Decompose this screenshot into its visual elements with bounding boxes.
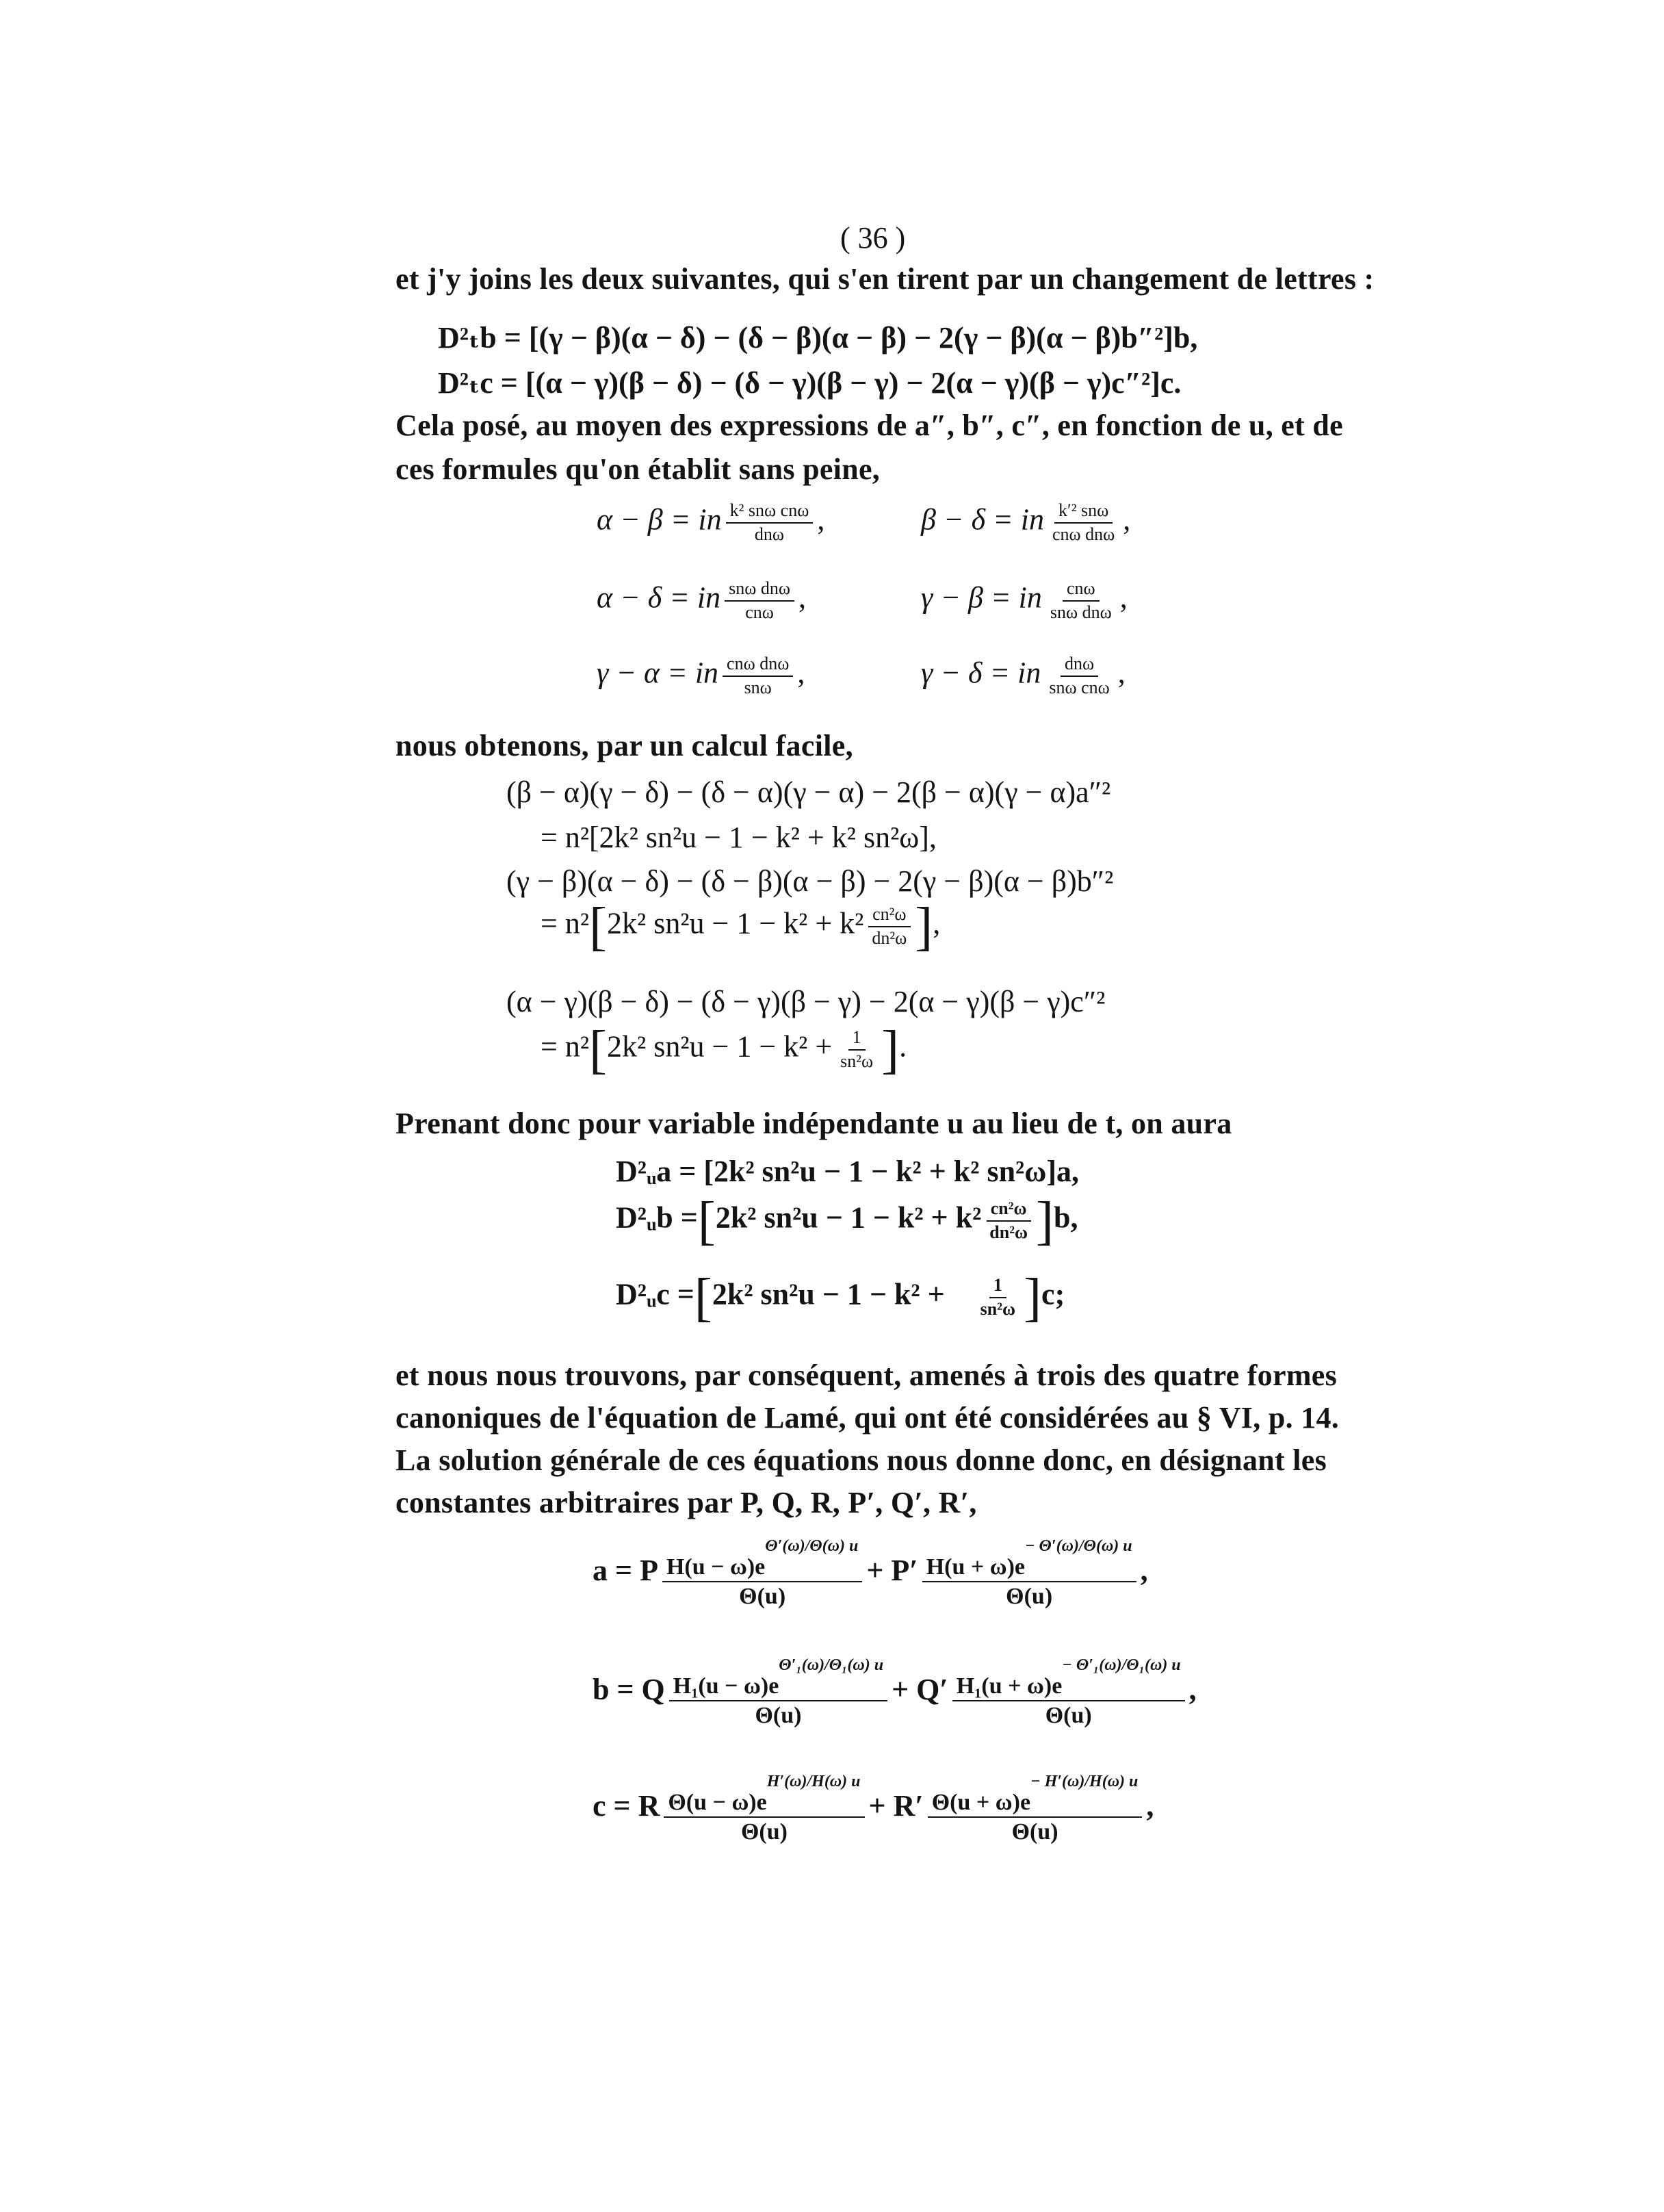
fraction: $\frac{\text{cnω dnω}}{\text{snω}}$	[723, 654, 793, 697]
fraction: $\frac{\text{snω dnω}}{\text{cnω}}$	[725, 579, 794, 622]
equation-dt-b: D²ₜb = [(γ − β)(α − δ) − (δ − β)(α − β) − 2(γ − β)(α − β)b″²]b,	[438, 321, 1198, 355]
formula-gamma-delta: γ − δ = in $\frac{\text{dnω}}{\text{snω cnω}}$ ,	[921, 654, 1126, 697]
paragraph-line: et nous nous trouvons, par conséquent, amenés à trois des quatre formes	[395, 1359, 1338, 1392]
equation-du-c: D²ᵤc =[2k² sn²u − 1 − k² + $\frac{1}{\text{sn²ω}}$ ]c;	[616, 1267, 1065, 1327]
formula-gamma-alpha: γ − α = in $\frac{\text{cnω dnω}}{\text{snω}}$ ,	[597, 654, 805, 697]
fraction: $\frac{1}{\text{sn²ω}}$	[980, 1275, 1016, 1319]
calc-c-lhs: (α − γ)(β − δ) − (δ − γ)(β − γ) − 2(α − γ)(β − γ)c″²	[506, 985, 1106, 1018]
paragraph-line: La solution générale de ces équations nous donne donc, en désignant les	[395, 1443, 1327, 1477]
formula-alpha-delta: α − δ = in $\frac{\text{snω dnω}}{\text{cnω}}$ ,	[597, 578, 807, 622]
fraction: $\frac{H_1(u - \omega)e^{\Theta'_1(\omega)/\Theta_1(\omega) u}}{\Theta(u)}$	[669, 1656, 887, 1729]
fraction: $\frac{1}{\text{sn²ω}}$	[840, 1027, 874, 1071]
fraction: $\frac{H_1(u + \omega)e^{- \Theta'_1(\omega)/\Theta_1(\omega) u}}{\Theta(u)}$	[952, 1656, 1185, 1729]
fraction: $\frac{H(u - \omega)e^{\Theta'(\omega)/\Theta(\omega) u}}{\Theta(u)}$	[662, 1537, 862, 1610]
paragraph-line: canoniques de l'équation de Lamé, qui ont été considérées au § VI, p. 14.	[395, 1401, 1340, 1435]
calc-b-lhs: (γ − β)(α − δ) − (δ − β)(α − β) − 2(γ − β)(α − β)b″²	[506, 864, 1114, 898]
equation-dt-c: D²ₜc = [(α − γ)(β − δ) − (δ − γ)(β − γ) − 2(α − γ)(β − γ)c″²]c.	[438, 366, 1182, 400]
solution-c: c = R $\frac{\Theta(u - \omega)e^{H'(\omega)/H(\omega) u}}{\Theta(u)}$ + R′ $\frac{\Theta(u + \omega)e^{- H'(\omega)/H(\omega) u}}{\Theta(u)}$ ,	[593, 1773, 1154, 1845]
equation-du-b: D²ᵤb =[2k² sn²u − 1 − k² + k² $\frac{\text{cn²ω}}{\text{dn²ω}}$ ]b,	[616, 1190, 1078, 1250]
formula-beta-delta: β − δ = in $\frac{\text{k′² snω}}{\text{cnω dnω}}$ ,	[921, 500, 1131, 544]
fraction: $\frac{\text{k′² snω}}{\text{cnω dnω}}$	[1052, 500, 1115, 544]
formula-alpha-beta: α − β = in $\frac{\text{k² snω cnω}}{\text{dnω}}$ ,	[597, 500, 825, 544]
fraction: $\frac{\Theta(u - \omega)e^{H'(\omega)/H(\omega) u}}{\Theta(u)}$	[664, 1773, 864, 1845]
calc-a-lhs: (β − α)(γ − δ) − (δ − α)(γ − α) − 2(β − α)(γ − α)a″²	[506, 775, 1111, 809]
calc-c-rhs: = n²[2k² sn²u − 1 − k² + $\frac{1}{\text{sn²ω}}$ ].	[541, 1019, 907, 1079]
calc-a-rhs: = n²[2k² sn²u − 1 − k² + k² sn²ω],	[541, 821, 937, 854]
paragraph-line: nous obtenons, par un calcul facile,	[395, 729, 853, 762]
solution-b: b = Q $\frac{H_1(u - \omega)e^{\Theta'_1(\omega)/\Theta_1(\omega) u}}{\Theta(u)}$ + Q′ $\frac{H_1(u + \omega)e^{- \Theta'_1(\omega)/\Theta_1(\omega) u}}{\Theta(u)}$ ,	[593, 1656, 1197, 1729]
fraction: $\frac{\text{cnω}}{\text{snω dnω}}$	[1050, 578, 1112, 622]
paragraph-line: Cela posé, au moyen des expressions de a″, b″, c″, en fonction de u, et de	[395, 409, 1343, 442]
fraction: $\frac{H(u + \omega)e^{- \Theta'(\omega)/\Theta(\omega) u}}{\Theta(u)}$	[922, 1537, 1136, 1610]
paragraph-line: constantes arbitraires par P, Q, R, P′, Q′, R′,	[395, 1486, 977, 1519]
paragraph-line: ces formules qu'on établit sans peine,	[395, 452, 881, 486]
formula-gamma-beta: γ − β = in $\frac{\text{cnω}}{\text{snω dnω}}$ ,	[921, 578, 1128, 622]
paragraph-line: Prenant donc pour variable indépendante u au lieu de t, on aura	[395, 1107, 1232, 1140]
fraction: $\frac{\text{dnω}}{\text{snω cnω}}$	[1049, 654, 1110, 697]
fraction: $\frac{\text{cn²ω}}{\text{dn²ω}}$	[985, 1199, 1032, 1242]
calc-b-rhs: = n²[2k² sn²u − 1 − k² + k² $\frac{\text{cn²ω}}{\text{dn²ω}}$ ],	[541, 896, 941, 956]
intro-line: et j'y joins les deux suivantes, qui s'en tirent par un changement de lettres :	[395, 262, 1375, 296]
fraction: $\frac{\text{k² snω cnω}}{\text{dnω}}$	[726, 501, 814, 544]
page-number: ( 36 )	[840, 221, 906, 255]
equation-du-a: D²ᵤa = [2k² sn²u − 1 − k² + k² sn²ω]a,	[616, 1155, 1080, 1188]
fraction: $\frac{\text{cn²ω}}{\text{dn²ω}}$	[868, 905, 911, 948]
solution-a: a = P $\frac{H(u - \omega)e^{\Theta'(\omega)/\Theta(\omega) u}}{\Theta(u)}$ + P′ $\frac{H(u + \omega)e^{- \Theta'(\omega)/\Theta(\omega) u}}{\Theta(u)}$ ,	[593, 1537, 1148, 1610]
fraction: $\frac{\Theta(u + \omega)e^{- H'(\omega)/H(\omega) u}}{\Theta(u)}$	[928, 1773, 1143, 1845]
